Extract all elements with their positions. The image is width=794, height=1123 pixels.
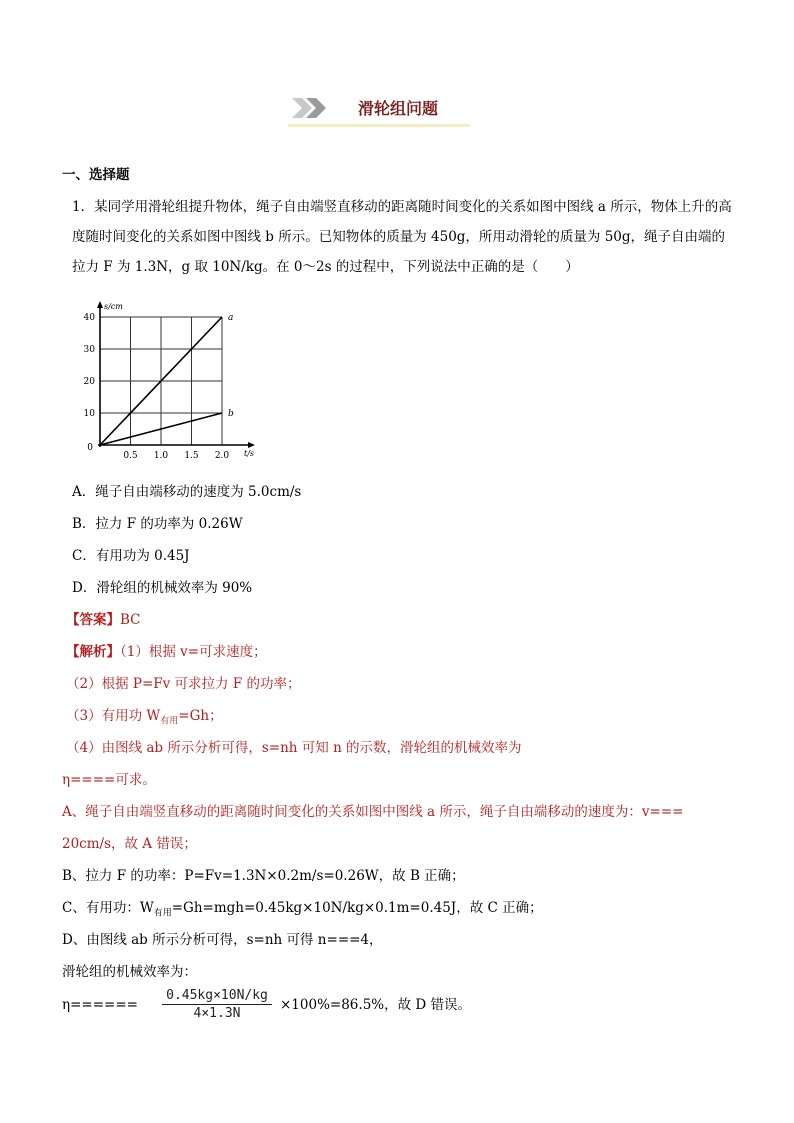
- x-tick-label: 1.5: [184, 451, 199, 461]
- analysis-step-5: η====可求。: [62, 772, 156, 788]
- analysis-c-1: [62, 899, 543, 924]
- x-tick-label: 1.0: [153, 451, 169, 461]
- analysis-step-3-sub: 有用: [160, 716, 179, 727]
- y-tick-label: 30: [83, 345, 95, 355]
- graph-axes: [97, 301, 255, 448]
- answer-line: [66, 611, 141, 630]
- efficiency-eq-suffix: ×100%=86.5%，故 D 错误。: [280, 997, 472, 1013]
- page-title: 滑轮组问题: [358, 99, 439, 118]
- x-axis-label: t/s: [243, 449, 254, 458]
- efficiency-fraction: [162, 988, 272, 1021]
- fraction-numerator: 0.45kg×10N/kg: [166, 988, 268, 1003]
- analysis-a-2: 20cm/s，故 A 错误；: [62, 836, 197, 852]
- fraction-denominator: 4×1.3N: [193, 1006, 241, 1021]
- analysis-step-3-b: =Gh；: [178, 708, 223, 724]
- y-tick-label: 40: [83, 313, 95, 323]
- answer-label: 【答案】: [66, 612, 120, 628]
- analysis-label: 【解析】: [66, 644, 120, 660]
- x-axis-arrow: [248, 442, 255, 448]
- section-heading: 一、选择题: [62, 167, 130, 183]
- y-tick-label: 10: [83, 409, 95, 419]
- origin-label: 0: [87, 443, 93, 453]
- fraction-bar: [162, 1004, 272, 1005]
- option-b: B．拉力 F 的功率为 0.26W: [72, 516, 243, 532]
- analysis-d-1: D、由图线 ab 所示分析可得，s=nh 可得 n===4，: [62, 932, 383, 948]
- x-tick-label: 2.0: [214, 451, 230, 461]
- distance-time-graph: [82, 300, 262, 470]
- analysis-a-1: A、绳子自由端竖直移动的距离随时间变化的关系如图中图线 a 所示，绳子自由端移动的速度为：v===: [62, 804, 684, 820]
- y-tick-label: 20: [83, 377, 95, 387]
- analysis-c-1-sub: 有用: [153, 908, 172, 919]
- analysis-step-4: （4）由图线 ab 所示分析可得，s=nh 可知 n 的示数，滑轮组的机械效率为: [66, 740, 522, 756]
- y-axis-arrow: [97, 301, 103, 308]
- title-underline: [288, 124, 470, 127]
- answer-value: BC: [120, 612, 141, 628]
- line-b-label: b: [228, 409, 234, 419]
- option-d: D．滑轮组的机械效率为 90%: [72, 580, 253, 596]
- analysis-step-2: （2）根据 P=Fv 可求拉力 F 的功率；: [66, 676, 301, 692]
- efficiency-eq-prefix: η======: [62, 997, 138, 1013]
- line-a-label: a: [228, 313, 234, 323]
- page-header: [288, 94, 470, 128]
- analysis-b-1: B、拉力 F 的功率：P=Fv=1.3N×0.2m/s=0.26W，故 B 正确；: [62, 868, 465, 884]
- analysis-c-1-b: =Gh=mgh=0.45kg×10N/kg×0.1m=0.45J，故 C 正确；: [171, 900, 543, 916]
- double-chevron-icon: [290, 96, 330, 120]
- analysis-step-3-a: （3）有用功 W: [66, 708, 161, 724]
- y-axis-label: s/cm: [104, 302, 123, 311]
- option-c: C．有用功为 0.45J: [72, 548, 190, 564]
- analysis-step-1: （1）根据 v=可求速度；: [120, 644, 267, 660]
- analysis-line-1: [66, 643, 267, 662]
- x-tick-label: 0.5: [123, 451, 138, 461]
- question-text: 1．某同学用滑轮组提升物体，绳子自由端竖直移动的距离随时间变化的关系如图中图线 a 所示，物体上升的高度随时间变化的关系如图中图线 b 所示。已知物体的质量为 450g，所用动滑轮的质量为 50g，绳子自由端的拉力 F 为 1.3N，g 取 10N/kg。在 0～2s 的过程中，下列说法中正确的是（ ）: [72, 199, 732, 275]
- analysis-d-2: 滑轮组的机械效率为：: [62, 964, 197, 980]
- option-a: A．绳子自由端移动的速度为 5.0cm/s: [72, 484, 302, 500]
- analysis-c-1-a: C、有用功：W: [62, 900, 154, 916]
- analysis-step-3: [66, 707, 223, 732]
